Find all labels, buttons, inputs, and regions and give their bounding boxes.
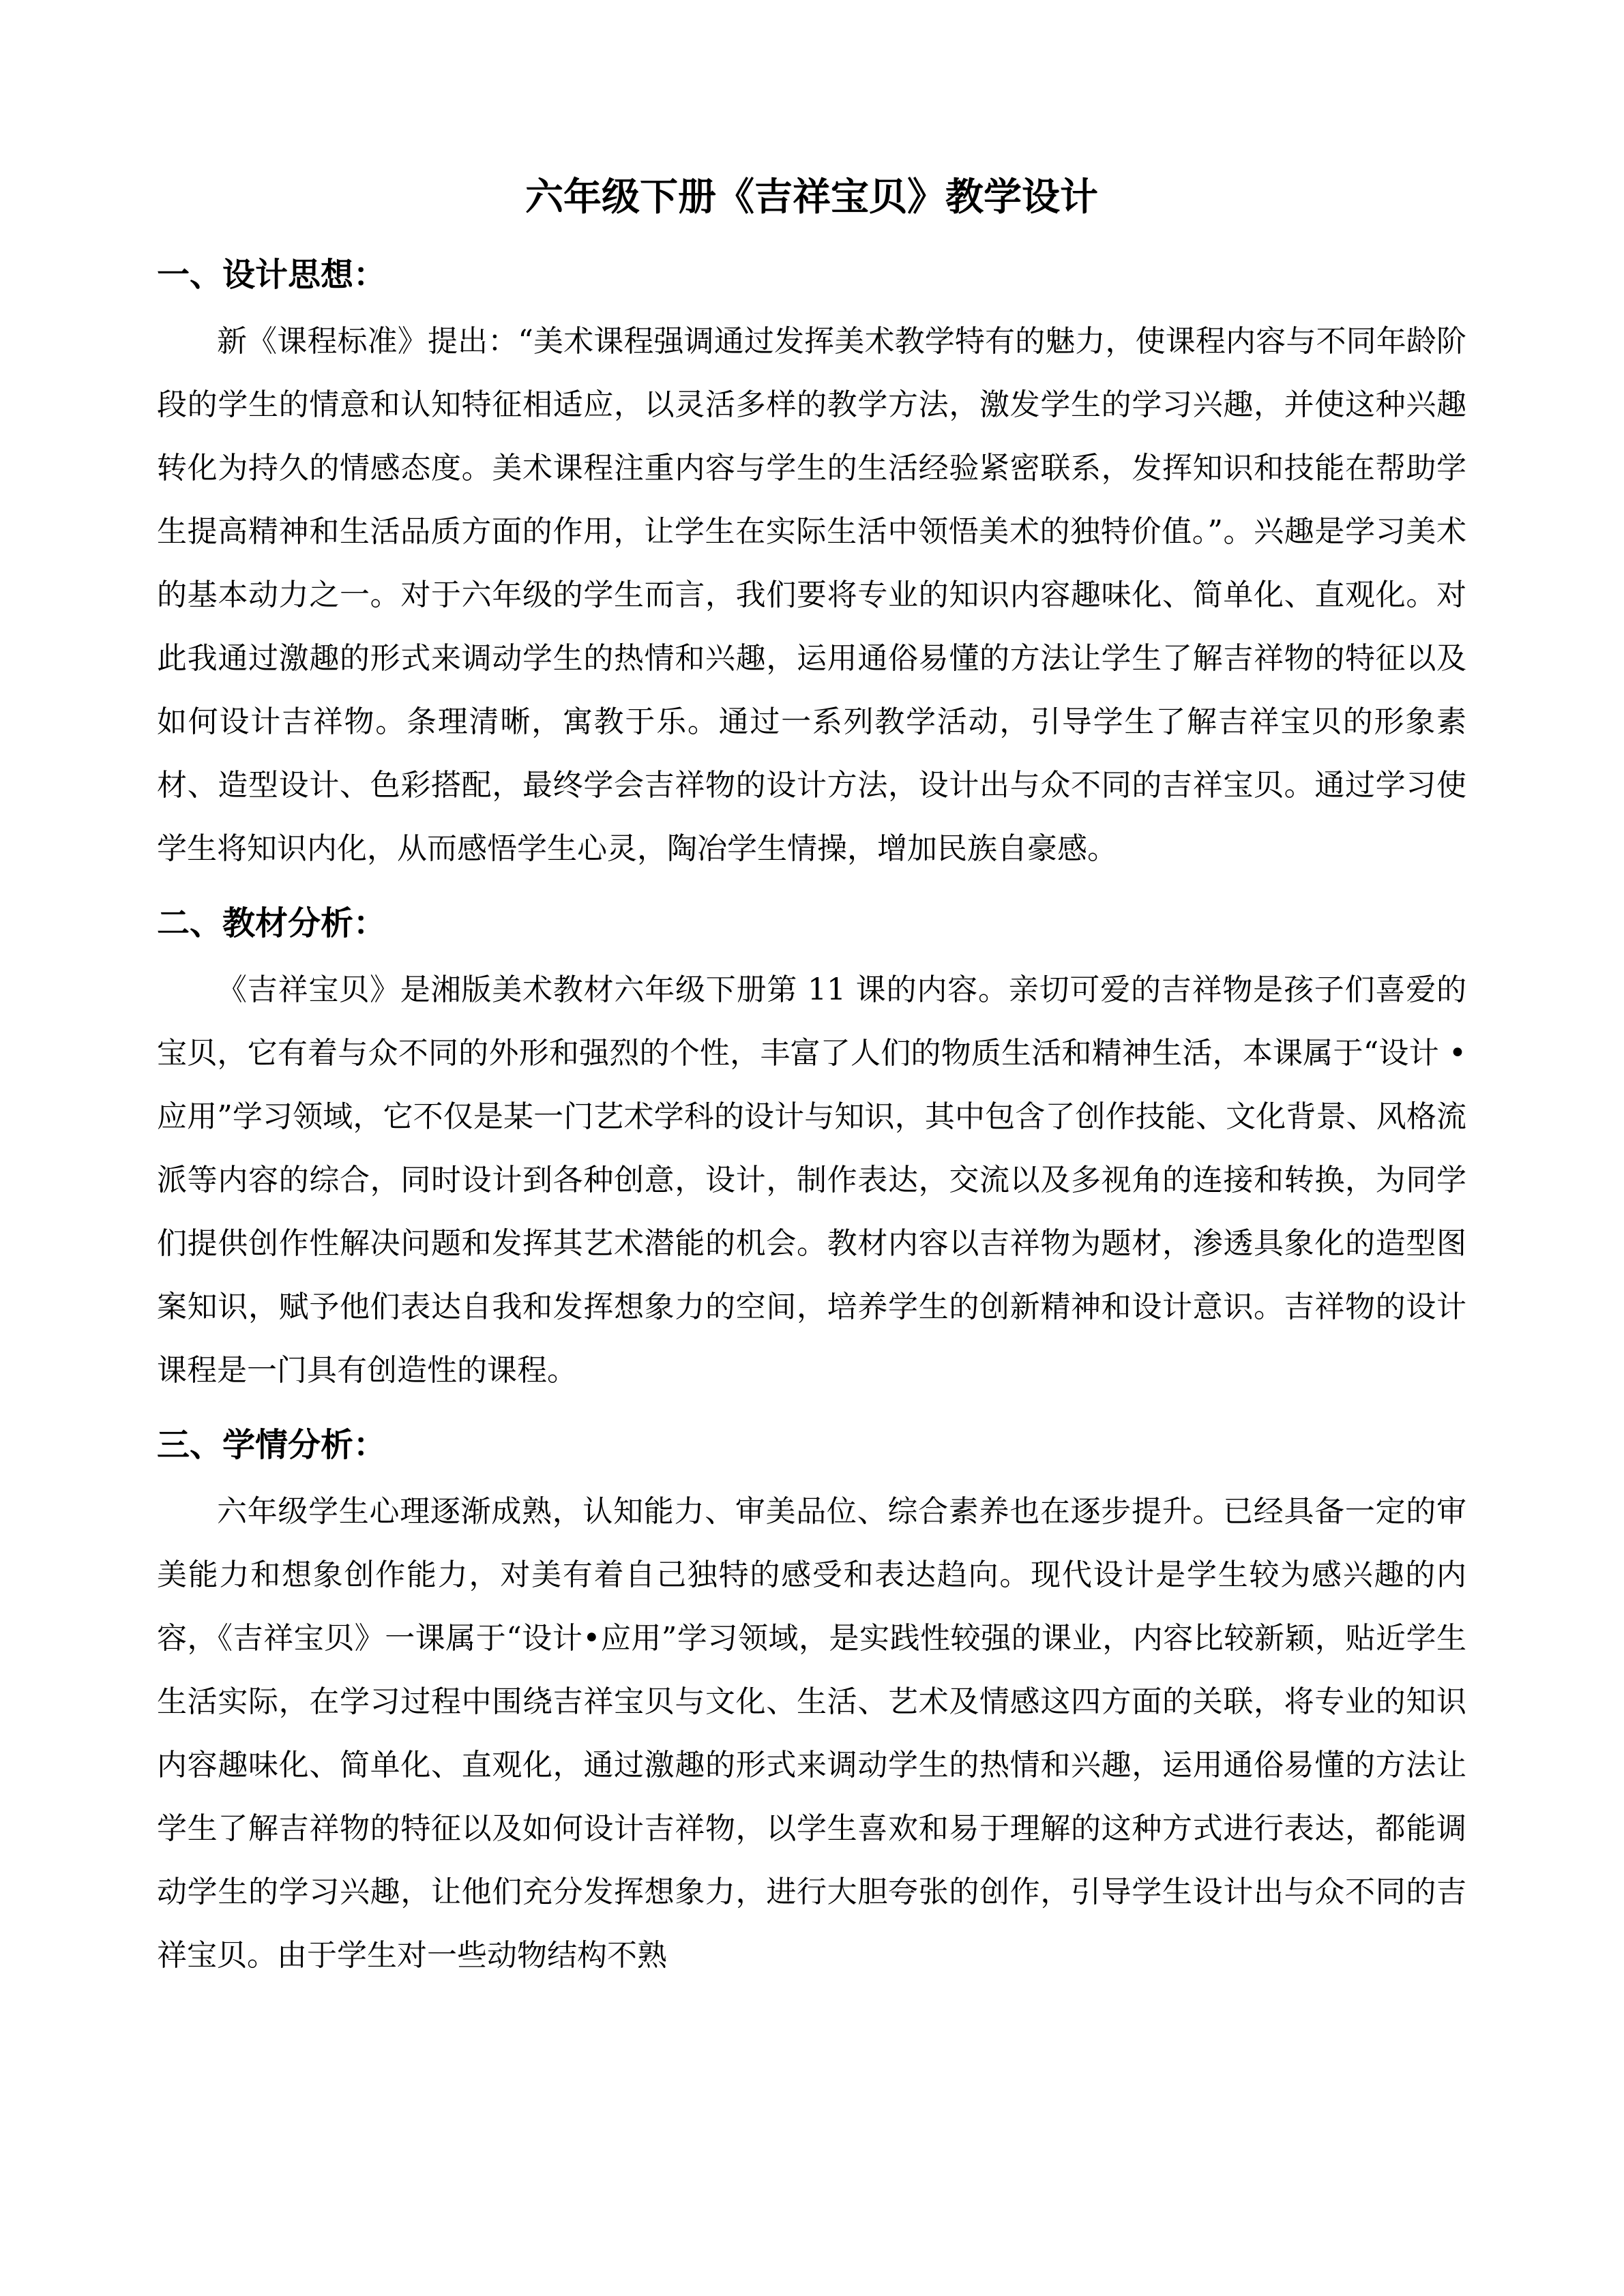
section-heading-textbook-analysis: 二、教材分析： [157,904,387,942]
section-heading-design-idea: 一、设计思想： [157,256,387,294]
section-design-idea [157,252,1466,880]
section-paragraph-design-idea: 新《课程标准》提出：“美术课程强调通过发挥美术教学特有的魅力，使课程内容与不同年龄阶段的学生的情意和认知特征相适应，以灵活多样的教学方法，激发学生的学习兴趣，并使这种兴趣转化为持久的情感态度。美术课程注重内容与学生的生活经验紧密联系，发挥知识和技能在帮助学生提高精神和生活品质方面的作用，让学生在实际生活中领悟美术的独特价值。”。兴趣是学习美术的基本动力之一。对于六年级的学生而言，我们要将专业的知识内容趣味化、简单化、直观化。对此我通过激趣的形式来调动学生的热情和兴趣，运用通俗易懂的方法让学生了解吉祥物的特征以及如何设计吉祥物。条理清晰，寓教于乐。通过一系列教学活动，引导学生了解吉祥宝贝的形象素材、造型设计、色彩搭配，最终学会吉祥物的设计方法，设计出与众不同的吉祥宝贝。通过学习使学生将知识内化，从而感悟学生心灵，陶冶学生情操，增加民族自豪感。 [157,324,1466,866]
document-title: 六年级下册《吉祥宝贝》教学设计 [525,175,1098,220]
document-content [157,170,1466,2008]
section-heading-student-analysis: 三、学情分析： [157,1426,387,1464]
section-paragraph-student-analysis: 六年级学生心理逐渐成熟，认知能力、审美品位、综合素养也在逐步提升。已经具备一定的审美能力和想象创作能力，对美有着自己独特的感受和表达趋向。现代设计是学生较为感兴趣的内容，《吉祥宝贝》一课属于“设计•应用”学习领域，是实践性较强的课业，内容比较新颖，贴近学生生活实际，在学习过程中围绕吉祥宝贝与文化、生活、艺术及情感这四方面的关联，将专业的知识内容趣味化、简单化、直观化，通过激趣的形式来调动学生的热情和兴趣，运用通俗易懂的方法让学生了解吉祥物的特征以及如何设计吉祥物，以学生喜欢和易于理解的这种方式进行表达，都能调动学生的学习兴趣，让他们充分发挥想象力，进行大胆夸张的创作，引导学生设计出与众不同的吉祥宝贝。由于学生对一些动物结构不熟 [157,1494,1467,1973]
section-paragraph-textbook-analysis: 《吉祥宝贝》是湘版美术教材六年级下册第 11 课的内容。亲切可爱的吉祥物是孩子们喜爱的宝贝，它有着与众不同的外形和强烈的个性，丰富了人们的物质生活和精神生活，本课属于“设计 • 应用”学习领域，它不仅是某一门艺术学科的设计与知识，其中包含了创作技能、文化背景、风格流派等内容的综合，同时设计到各种创意，设计，制作表达，交流以及多视角的连接和转换，为同学们提供创作性解决问题和发挥其艺术潜能的机会。教材内容以吉祥物为题材，渗透具象化的造型图案知识，赋予他们表达自我和发挥想象力的空间，培养学生的创新精神和设计意识。吉祥物的设计课程是一门具有创造性的课程。 [157,972,1466,1388]
section-textbook-analysis [157,901,1466,1402]
section-student-analysis [157,1422,1466,1987]
